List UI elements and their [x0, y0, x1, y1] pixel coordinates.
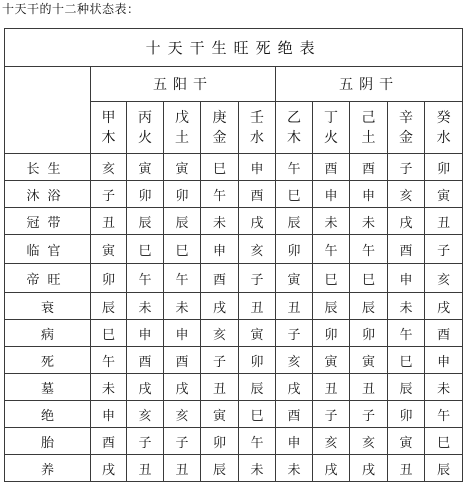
table-cell: 酉 — [388, 235, 425, 264]
table-cell: 寅 — [201, 401, 239, 428]
table-cell: 丑 — [239, 293, 276, 320]
table-cell: 丑 — [127, 455, 164, 482]
table-cell: 申 — [164, 320, 201, 347]
table-cell: 寅 — [276, 264, 313, 293]
table-row — [5, 154, 463, 181]
table-cell: 戌 — [425, 293, 463, 320]
table-cell: 辰 — [201, 455, 239, 482]
table-cell: 申 — [276, 428, 313, 455]
table-cell: 辰 — [239, 374, 276, 401]
table-row — [5, 401, 463, 428]
stem-name: 壬 — [250, 109, 264, 126]
table-cell: 亥 — [164, 401, 201, 428]
table-cell: 巳 — [127, 235, 164, 264]
table-cell: 酉 — [201, 264, 239, 293]
state-label: 墓 — [5, 374, 91, 401]
table-cell: 丑 — [313, 374, 350, 401]
table-cell: 子 — [313, 401, 350, 428]
table-cell: 丑 — [91, 208, 127, 235]
table-cell: 戌 — [276, 374, 313, 401]
table-row — [5, 264, 463, 293]
table-cell: 寅 — [313, 347, 350, 374]
table-cell: 申 — [239, 154, 276, 181]
table-cell: 午 — [91, 347, 127, 374]
table-cell: 亥 — [276, 347, 313, 374]
table-cell: 子 — [127, 428, 164, 455]
table-row — [5, 455, 463, 482]
table-cell: 卯 — [239, 347, 276, 374]
stem-header-cell — [164, 102, 201, 154]
table-cell: 申 — [201, 235, 239, 264]
table-cell: 丑 — [164, 455, 201, 482]
stem-name: 庚 — [212, 109, 227, 126]
table-cell: 巳 — [91, 320, 127, 347]
table-cell: 午 — [388, 320, 425, 347]
stem-header-cell — [239, 102, 276, 154]
table-cell: 戌 — [164, 374, 201, 401]
table-cell: 巳 — [201, 154, 239, 181]
stem-element: 火 — [138, 129, 152, 146]
table-cell: 戌 — [91, 455, 127, 482]
state-label: 冠带 — [5, 208, 91, 235]
table-cell: 子 — [350, 401, 388, 428]
table-cell: 丑 — [201, 374, 239, 401]
stem-element: 土 — [361, 129, 376, 146]
table-cell: 午 — [313, 235, 350, 264]
table-cell: 酉 — [350, 154, 388, 181]
stem-name: 丁 — [324, 109, 338, 126]
table-cell: 卯 — [127, 181, 164, 208]
stem-name: 辛 — [399, 109, 413, 126]
yang-stems-header: 五阳干 — [91, 67, 276, 102]
table-cell: 卯 — [425, 154, 463, 181]
stem-header-cell — [388, 102, 425, 154]
table-cell: 戌 — [313, 455, 350, 482]
table-cell: 申 — [91, 401, 127, 428]
stem-element: 水 — [250, 129, 264, 146]
state-label: 养 — [5, 455, 91, 482]
table-cell: 寅 — [127, 154, 164, 181]
table-cell: 寅 — [164, 154, 201, 181]
table-cell: 午 — [239, 428, 276, 455]
table-cell: 寅 — [425, 181, 463, 208]
table-cell: 亥 — [425, 264, 463, 293]
table-title: 十天干生旺死绝表 — [5, 29, 463, 67]
table-cell: 辰 — [127, 208, 164, 235]
stem-header-cell — [91, 102, 127, 154]
table-cell: 午 — [350, 235, 388, 264]
table-cell: 巳 — [425, 428, 463, 455]
table-cell: 申 — [425, 347, 463, 374]
table-cell: 辰 — [425, 455, 463, 482]
table-cell: 卯 — [276, 235, 313, 264]
stem-name: 丙 — [138, 109, 152, 126]
table-row — [5, 428, 463, 455]
table-cell: 子 — [276, 320, 313, 347]
table-cell: 卯 — [388, 401, 425, 428]
table-cell: 辰 — [276, 208, 313, 235]
table-cell: 亥 — [127, 401, 164, 428]
table-cell: 子 — [239, 264, 276, 293]
table-cell: 申 — [388, 264, 425, 293]
table-cell: 午 — [127, 264, 164, 293]
table-cell: 酉 — [425, 320, 463, 347]
stem-header-cell — [350, 102, 388, 154]
table-cell: 未 — [127, 293, 164, 320]
stem-name: 乙 — [287, 109, 301, 126]
table-cell: 丑 — [425, 208, 463, 235]
stem-element: 木 — [101, 129, 116, 146]
stem-element: 土 — [175, 129, 189, 146]
stem-element: 金 — [399, 129, 413, 146]
table-cell: 未 — [425, 374, 463, 401]
table-cell: 丑 — [350, 374, 388, 401]
table-cell: 寅 — [91, 235, 127, 264]
table-cell: 未 — [350, 208, 388, 235]
table-cell: 酉 — [127, 347, 164, 374]
table-cell: 寅 — [388, 428, 425, 455]
table-cell: 未 — [201, 208, 239, 235]
table-cell: 辰 — [91, 293, 127, 320]
table-cell: 亥 — [350, 428, 388, 455]
stem-state-table — [4, 28, 463, 482]
table-cell: 戌 — [350, 455, 388, 482]
state-label: 沐浴 — [5, 181, 91, 208]
table-cell: 卯 — [313, 320, 350, 347]
stem-header-cell — [425, 102, 463, 154]
table-row — [5, 374, 463, 401]
table-cell: 申 — [350, 181, 388, 208]
table-cell: 午 — [201, 181, 239, 208]
table-cell: 午 — [425, 401, 463, 428]
corner-cell — [5, 67, 91, 154]
state-label: 衰 — [5, 293, 91, 320]
table-cell: 子 — [201, 347, 239, 374]
state-label: 病 — [5, 320, 91, 347]
stem-name: 戊 — [175, 109, 189, 126]
table-cell: 酉 — [164, 347, 201, 374]
table-cell: 辰 — [350, 293, 388, 320]
state-label: 胎 — [5, 428, 91, 455]
table-cell: 戌 — [239, 208, 276, 235]
table-cell: 子 — [425, 235, 463, 264]
table-cell: 戌 — [127, 374, 164, 401]
table-cell: 未 — [313, 208, 350, 235]
table-cell: 子 — [91, 181, 127, 208]
table-cell: 未 — [239, 455, 276, 482]
table-cell: 巳 — [276, 181, 313, 208]
table-cell: 巳 — [350, 264, 388, 293]
stem-name: 癸 — [436, 109, 451, 126]
table-cell: 亥 — [91, 154, 127, 181]
table-cell: 寅 — [239, 320, 276, 347]
table-row — [5, 320, 463, 347]
stem-header-cell — [201, 102, 239, 154]
table-cell: 巳 — [313, 264, 350, 293]
stem-element: 木 — [287, 129, 301, 146]
state-label: 帝旺 — [5, 264, 91, 293]
table-cell: 酉 — [276, 401, 313, 428]
table-cell: 未 — [276, 455, 313, 482]
table-cell: 子 — [388, 154, 425, 181]
table-cell: 申 — [313, 181, 350, 208]
stem-header-cell — [127, 102, 164, 154]
table-cell: 戌 — [388, 208, 425, 235]
table-cell: 辰 — [164, 208, 201, 235]
stem-name: 己 — [361, 109, 376, 126]
yin-stems-header: 五阴干 — [276, 67, 463, 102]
table-cell: 未 — [164, 293, 201, 320]
table-cell: 卯 — [350, 320, 388, 347]
table-row — [5, 208, 463, 235]
stem-header-cell — [313, 102, 350, 154]
table-cell: 午 — [164, 264, 201, 293]
table-cell: 寅 — [350, 347, 388, 374]
table-row — [5, 293, 463, 320]
stem-name: 甲 — [101, 109, 116, 126]
table-cell: 未 — [91, 374, 127, 401]
state-label: 死 — [5, 347, 91, 374]
table-cell: 卯 — [164, 181, 201, 208]
table-cell: 辰 — [313, 293, 350, 320]
state-label: 长生 — [5, 154, 91, 181]
table-cell: 申 — [127, 320, 164, 347]
table-cell: 亥 — [313, 428, 350, 455]
stem-element: 金 — [212, 129, 227, 146]
table-row — [5, 347, 463, 374]
table-cell: 亥 — [388, 181, 425, 208]
table-row — [5, 235, 463, 264]
table-cell: 未 — [388, 293, 425, 320]
table-cell: 巳 — [164, 235, 201, 264]
table-cell: 巳 — [388, 347, 425, 374]
table-cell: 辰 — [388, 374, 425, 401]
table-cell: 卯 — [201, 428, 239, 455]
stem-header-cell — [276, 102, 313, 154]
table-cell: 卯 — [91, 264, 127, 293]
table-cell: 丑 — [388, 455, 425, 482]
table-cell: 丑 — [276, 293, 313, 320]
table-cell: 亥 — [201, 320, 239, 347]
table-cell: 午 — [276, 154, 313, 181]
table-cell: 亥 — [239, 235, 276, 264]
table-cell: 酉 — [91, 428, 127, 455]
state-label: 绝 — [5, 401, 91, 428]
page-caption: 十天干的十二种状态表： — [2, 2, 140, 16]
table-row — [5, 181, 463, 208]
stem-element: 火 — [324, 129, 338, 146]
stem-element: 水 — [436, 129, 451, 146]
table-cell: 戌 — [201, 293, 239, 320]
state-label: 临官 — [5, 235, 91, 264]
table-cell: 酉 — [313, 154, 350, 181]
table-cell: 巳 — [239, 401, 276, 428]
table-cell: 子 — [164, 428, 201, 455]
table-cell: 酉 — [239, 181, 276, 208]
